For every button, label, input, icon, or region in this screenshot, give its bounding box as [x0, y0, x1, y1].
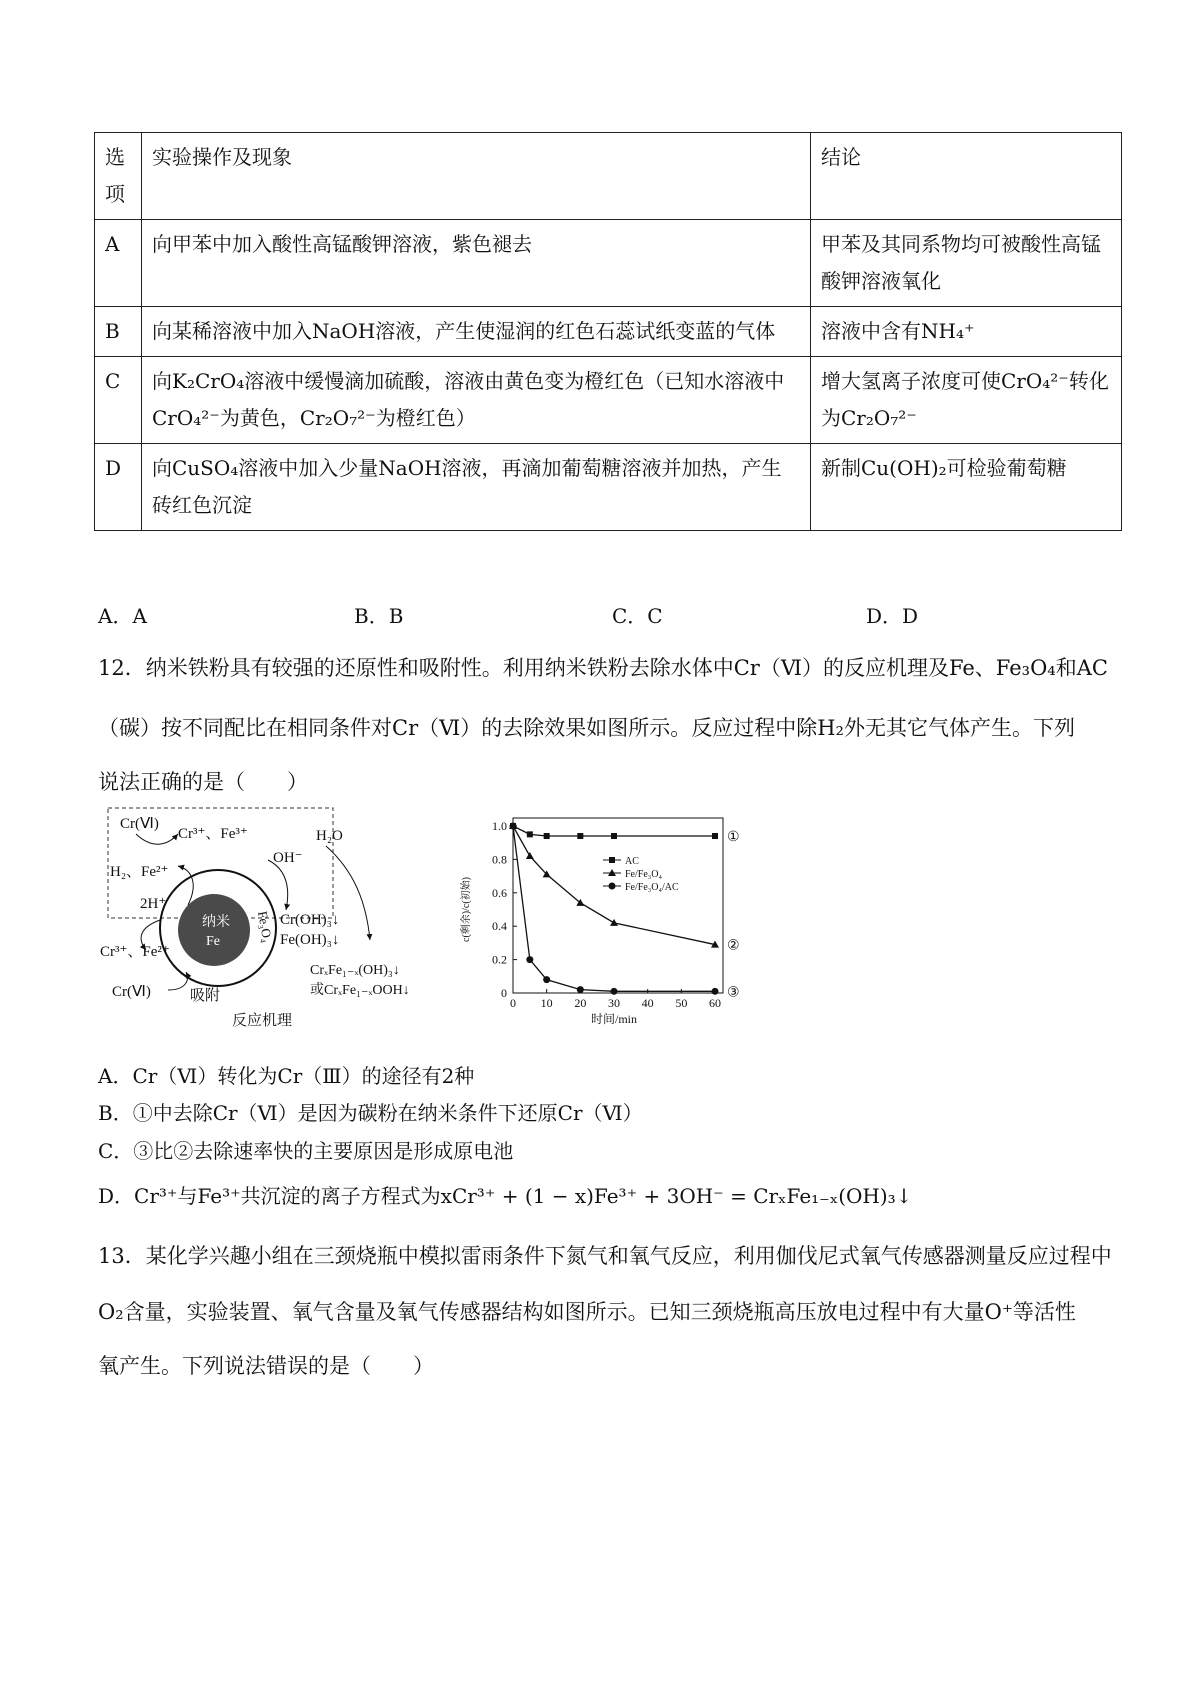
reaction-mechanism-diagram	[98, 800, 498, 1030]
label-core-line1: 纳米	[202, 915, 230, 930]
table-header-row	[95, 133, 1122, 220]
diagram-caption: 反应机理	[232, 1013, 293, 1029]
row-option: B	[95, 307, 142, 357]
x-tick-label: 30	[608, 996, 620, 1010]
series-end-label: ②	[727, 938, 740, 954]
chart-xlabel: 时间/min	[590, 1012, 638, 1026]
header-option: 选项	[95, 133, 142, 220]
q12-stem-line3: 说法正确的是（ ）	[98, 770, 308, 794]
y-tick-label: 0.6	[492, 885, 507, 900]
y-tick-label: 1.0	[492, 819, 507, 833]
q12-stem-line2: （碳）按不同配比在相同条件对Cr（Ⅵ）的去除效果如图所示。反应过程中除H₂外无其它气体产生。下列	[98, 716, 1075, 740]
y-tick-label: 0.2	[492, 952, 507, 967]
label-h2o: H₂O	[316, 828, 343, 844]
experiment-table	[94, 132, 1122, 531]
row-conclusion: 甲苯及其同系物均可被酸性高锰酸钾溶液氧化	[811, 220, 1122, 307]
q11-choice-c[interactable]: C．C	[612, 604, 663, 628]
table-row	[95, 307, 1122, 357]
label-cr3-fe2-left: Cr³⁺、Fe²⁺	[100, 944, 170, 960]
data-point	[577, 986, 584, 993]
row-conclusion: 新制Cu(OH)₂可检验葡萄糖	[811, 444, 1122, 531]
row-conclusion: 溶液中含有NH₄⁺	[811, 307, 1122, 357]
data-point	[610, 919, 618, 926]
data-point	[609, 857, 615, 863]
series-line	[513, 826, 715, 991]
label-shell: Fe₃O₄	[255, 909, 276, 944]
x-tick-label: 60	[709, 996, 721, 1010]
chart-series	[509, 822, 740, 1000]
data-point	[609, 883, 616, 890]
q11-choice-d[interactable]: D．D	[866, 604, 919, 628]
label-core-line2: Fe	[206, 934, 220, 949]
series-end-label: ③	[727, 985, 740, 1001]
q12-stem-line1: 12．纳米铁粉具有较强的还原性和吸附性。利用纳米铁粉去除水体中Cr（Ⅵ）的反应机理及Fe、Fe₃O₄和AC	[98, 656, 1108, 680]
data-point	[526, 852, 534, 859]
arrow-h-reduce	[178, 866, 193, 905]
data-point	[526, 956, 533, 963]
row-operation: 向CuSO₄溶液中加入少量NaOH溶液，再滴加葡萄糖溶液并加热，产生砖红色沉淀	[142, 444, 811, 531]
row-option: D	[95, 444, 142, 531]
chart-axes	[492, 818, 723, 1010]
x-tick-label: 40	[641, 996, 654, 1010]
data-point	[510, 823, 517, 830]
header-conclusion: 结论	[811, 133, 1122, 220]
label-2h: 2H⁺	[140, 896, 167, 912]
label-cr6-top: Cr(Ⅵ)	[120, 816, 159, 832]
q13-line3: 氧产生。下列说法错误的是（ ）	[98, 1354, 434, 1378]
q13-line2: O₂含量，实验装置、氧气含量及氧气传感器结构如图所示。已知三颈烧瓶高压放电过程中有大量O⁺等活性	[98, 1300, 1076, 1324]
label-cr3-fe3: Cr³⁺、Fe³⁺	[178, 826, 248, 842]
removal-efficiency-chart	[455, 808, 785, 1034]
y-tick-label: 0.4	[492, 919, 507, 934]
series-3	[510, 823, 740, 1001]
row-option: C	[95, 357, 142, 444]
legend-label: AC	[625, 856, 639, 867]
nano-fe-core	[178, 894, 250, 966]
q11-choice-b[interactable]: B．B	[354, 604, 404, 628]
q13-line1: 13．某化学兴趣小组在三颈烧瓶中模拟雷雨条件下氮气和氧气反应，利用伽伐尼式氧气传感器测量反应过程中	[98, 1244, 1112, 1268]
row-operation: 向K₂CrO₄溶液中缓慢滴加硫酸，溶液由黄色变为橙红色（已知水溶液中CrO₄²⁻为黄色，Cr₂O₇²⁻为橙红色）	[142, 357, 811, 444]
x-tick-label: 20	[574, 996, 587, 1010]
q12-choice-c[interactable]: C．③比②去除速率快的主要原因是形成原电池	[98, 1139, 514, 1163]
series-end-label: ①	[727, 830, 740, 846]
plot-frame	[513, 818, 723, 993]
y-tick-label: 0	[501, 986, 507, 1000]
data-point	[544, 833, 550, 839]
data-point	[611, 988, 618, 995]
chart-legend	[603, 856, 679, 893]
table-row	[95, 357, 1122, 444]
row-operation: 向某稀溶液中加入NaOH溶液，产生使湿润的红色石蕊试纸变蓝的气体	[142, 307, 811, 357]
q11-choice-a[interactable]: A．A	[98, 604, 147, 628]
data-point	[712, 833, 718, 839]
row-option: A	[95, 220, 142, 307]
header-operation: 实验操作及现象	[142, 133, 811, 220]
label-product2: 或CrₓFe₁₋ₓOOH↓	[310, 983, 410, 998]
q12-choice-b[interactable]: B．①中去除Cr（Ⅵ）是因为碳粉在纳米条件下还原Cr（Ⅵ）	[98, 1101, 643, 1125]
row-conclusion: 增大氢离子浓度可使CrO₄²⁻转化为Cr₂O₇²⁻	[811, 357, 1122, 444]
q12-choice-d[interactable]: D．Cr³⁺与Fe³⁺共沉淀的离子方程式为xCr³⁺ + (1 − x)Fe³⁺ + 3OH⁻ = CrₓFe₁₋ₓ(OH)₃↓	[98, 1184, 913, 1208]
x-tick-label: 10	[540, 996, 553, 1010]
table-row	[95, 444, 1122, 531]
data-point	[577, 833, 583, 839]
label-precip2: Fe(OH)₃↓	[280, 932, 340, 948]
arrow-cr6-reduce	[136, 834, 178, 844]
data-point	[712, 988, 719, 995]
data-point	[611, 833, 617, 839]
label-oh: OH⁻	[273, 850, 303, 866]
label-cr6-bottom: Cr(Ⅵ)	[112, 984, 151, 1000]
label-precip1: Cr(OH)₃↓	[280, 912, 340, 928]
x-tick-label: 0	[510, 996, 516, 1010]
data-point	[527, 831, 533, 837]
label-adsorb: 吸附	[190, 988, 221, 1004]
row-operation: 向甲苯中加入酸性高锰酸钾溶液，紫色褪去	[142, 220, 811, 307]
series-1	[510, 823, 740, 845]
data-point	[543, 976, 550, 983]
legend-label: Fe/Fe₃O₄/AC	[625, 882, 679, 893]
table-row	[95, 220, 1122, 307]
label-h2-fe2: H₂、Fe²⁺	[110, 864, 169, 880]
chart-ylabel: c(剩余)/c(初始)	[461, 877, 472, 942]
y-tick-label: 0.8	[492, 852, 507, 867]
x-tick-label: 50	[675, 996, 688, 1010]
q12-choice-a[interactable]: A．Cr（Ⅵ）转化为Cr（Ⅲ）的途径有2种	[98, 1064, 475, 1088]
label-product1: CrₓFe₁₋ₓ(OH)₃↓	[310, 963, 400, 978]
legend-label: Fe/Fe₃O₄	[625, 869, 662, 880]
